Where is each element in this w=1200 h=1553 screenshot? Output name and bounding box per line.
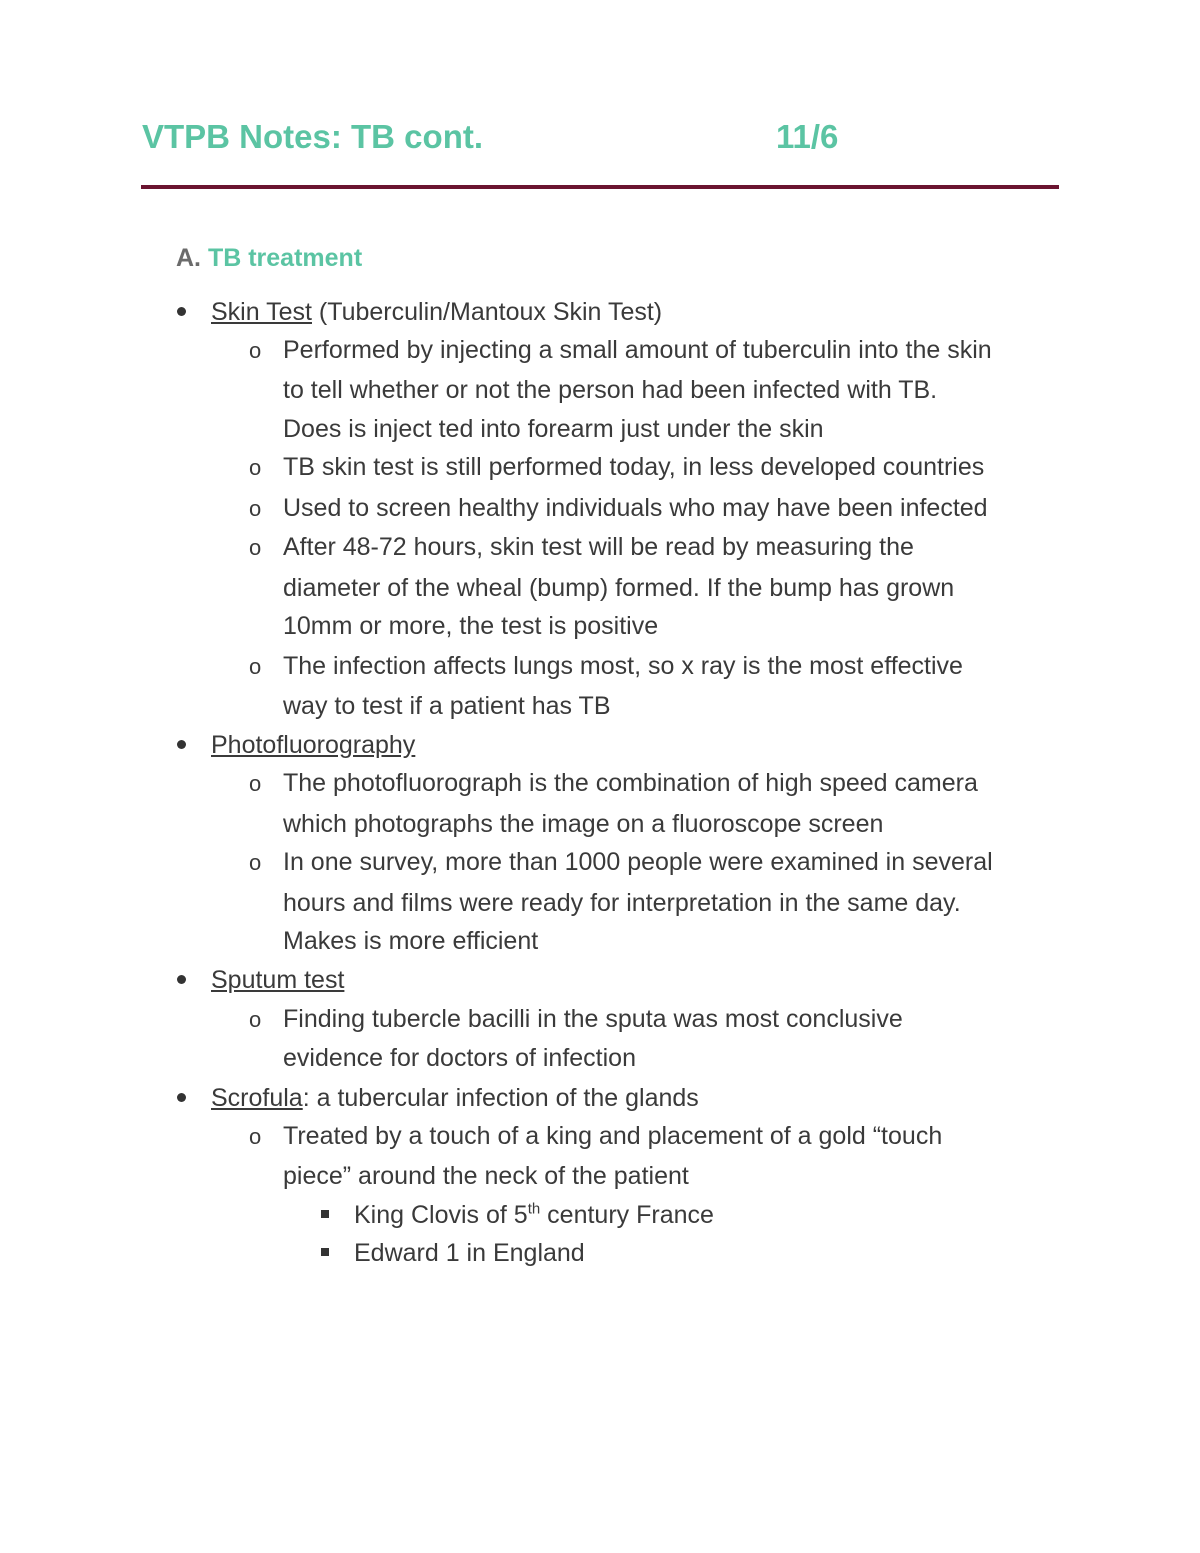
list-item-text: Treated by a touch of a king and placement of a gold “touch xyxy=(283,1122,943,1150)
title-row xyxy=(142,118,1058,168)
section-heading xyxy=(176,244,362,273)
circle-bullet-icon: o xyxy=(249,771,262,796)
square-bullet-icon xyxy=(321,1248,329,1256)
list-item-text: The infection affects lungs most, so x ray is the most effective xyxy=(283,652,963,680)
title-divider xyxy=(141,185,1059,189)
term-photofluorography: Photofluorography xyxy=(211,731,416,759)
circle-bullet-icon: o xyxy=(249,455,262,480)
list-item-text: Does is inject ted into forearm just under the skin xyxy=(283,415,824,443)
circle-bullet-icon: o xyxy=(249,496,262,521)
bullet-dot-icon xyxy=(177,975,186,984)
section-heading-text: TB treatment xyxy=(207,244,363,272)
circle-bullet-icon: o xyxy=(249,1007,262,1032)
list-item-scrofula xyxy=(211,1083,699,1113)
list-item-text: Used to screen healthy individuals who may have been infected xyxy=(283,494,988,522)
term-skin-test: Skin Test xyxy=(211,298,312,326)
circle-bullet-icon: o xyxy=(249,654,262,679)
list-item-text: diameter of the wheal (bump) formed. If the bump has grown xyxy=(283,574,955,602)
list-item-text: In one survey, more than 1000 people were examined in several xyxy=(283,848,993,876)
list-item-text: Edward 1 in England xyxy=(354,1239,585,1267)
list-item-text: TB skin test is still performed today, in less developed countries xyxy=(283,453,985,481)
list-item-text: The photofluorograph is the combination of high speed camera xyxy=(283,769,978,797)
list-item-text: which photographs the image on a fluoroscope screen xyxy=(283,810,884,838)
page-title: VTPB Notes: TB cont. xyxy=(142,118,484,155)
list-item-text: Finding tubercle bacilli in the sputa was most conclusive xyxy=(283,1005,903,1033)
square-bullet-icon xyxy=(321,1210,329,1218)
list-item-text: hours and films were ready for interpretation in the same day. xyxy=(283,889,961,917)
list-item-text: to tell whether or not the person had been infected with TB. xyxy=(283,376,938,404)
list-item-text: Makes is more efficient xyxy=(283,927,539,955)
list-item-text xyxy=(354,1200,714,1230)
king-clovis-text-end: century France xyxy=(540,1201,714,1229)
circle-bullet-icon: o xyxy=(249,338,262,363)
skin-test-description: (Tuberculin/Mantoux Skin Test) xyxy=(311,298,663,326)
bullet-dot-icon xyxy=(177,740,186,749)
list-item-text: 10mm or more, the test is positive xyxy=(283,612,659,640)
list-item-photofluorography xyxy=(211,730,415,760)
circle-bullet-icon: o xyxy=(249,1124,262,1149)
scrofula-description: : a tubercular infection of the glands xyxy=(302,1084,699,1112)
list-item-text: way to test if a patient has TB xyxy=(283,692,611,720)
list-item-text: After 48-72 hours, skin test will be read by measuring the xyxy=(283,533,914,561)
page-date: 11/6 xyxy=(776,118,839,155)
section-letter: A. xyxy=(176,244,201,272)
list-item-skin-test xyxy=(211,297,662,327)
circle-bullet-icon: o xyxy=(249,850,262,875)
list-item-text: evidence for doctors of infection xyxy=(283,1044,636,1072)
list-item-text: Performed by injecting a small amount of tuberculin into the skin xyxy=(283,336,992,364)
ordinal-suffix: th xyxy=(527,1200,541,1218)
term-scrofula: Scrofula xyxy=(211,1084,303,1112)
king-clovis-text: King Clovis of 5 xyxy=(354,1201,528,1229)
bullet-dot-icon xyxy=(177,1093,186,1102)
bullet-dot-icon xyxy=(177,307,186,316)
term-sputum-test: Sputum test xyxy=(211,966,345,994)
list-item-sputum-test xyxy=(211,965,344,995)
circle-bullet-icon: o xyxy=(249,535,262,560)
list-item-text: piece” around the neck of the patient xyxy=(283,1162,689,1190)
